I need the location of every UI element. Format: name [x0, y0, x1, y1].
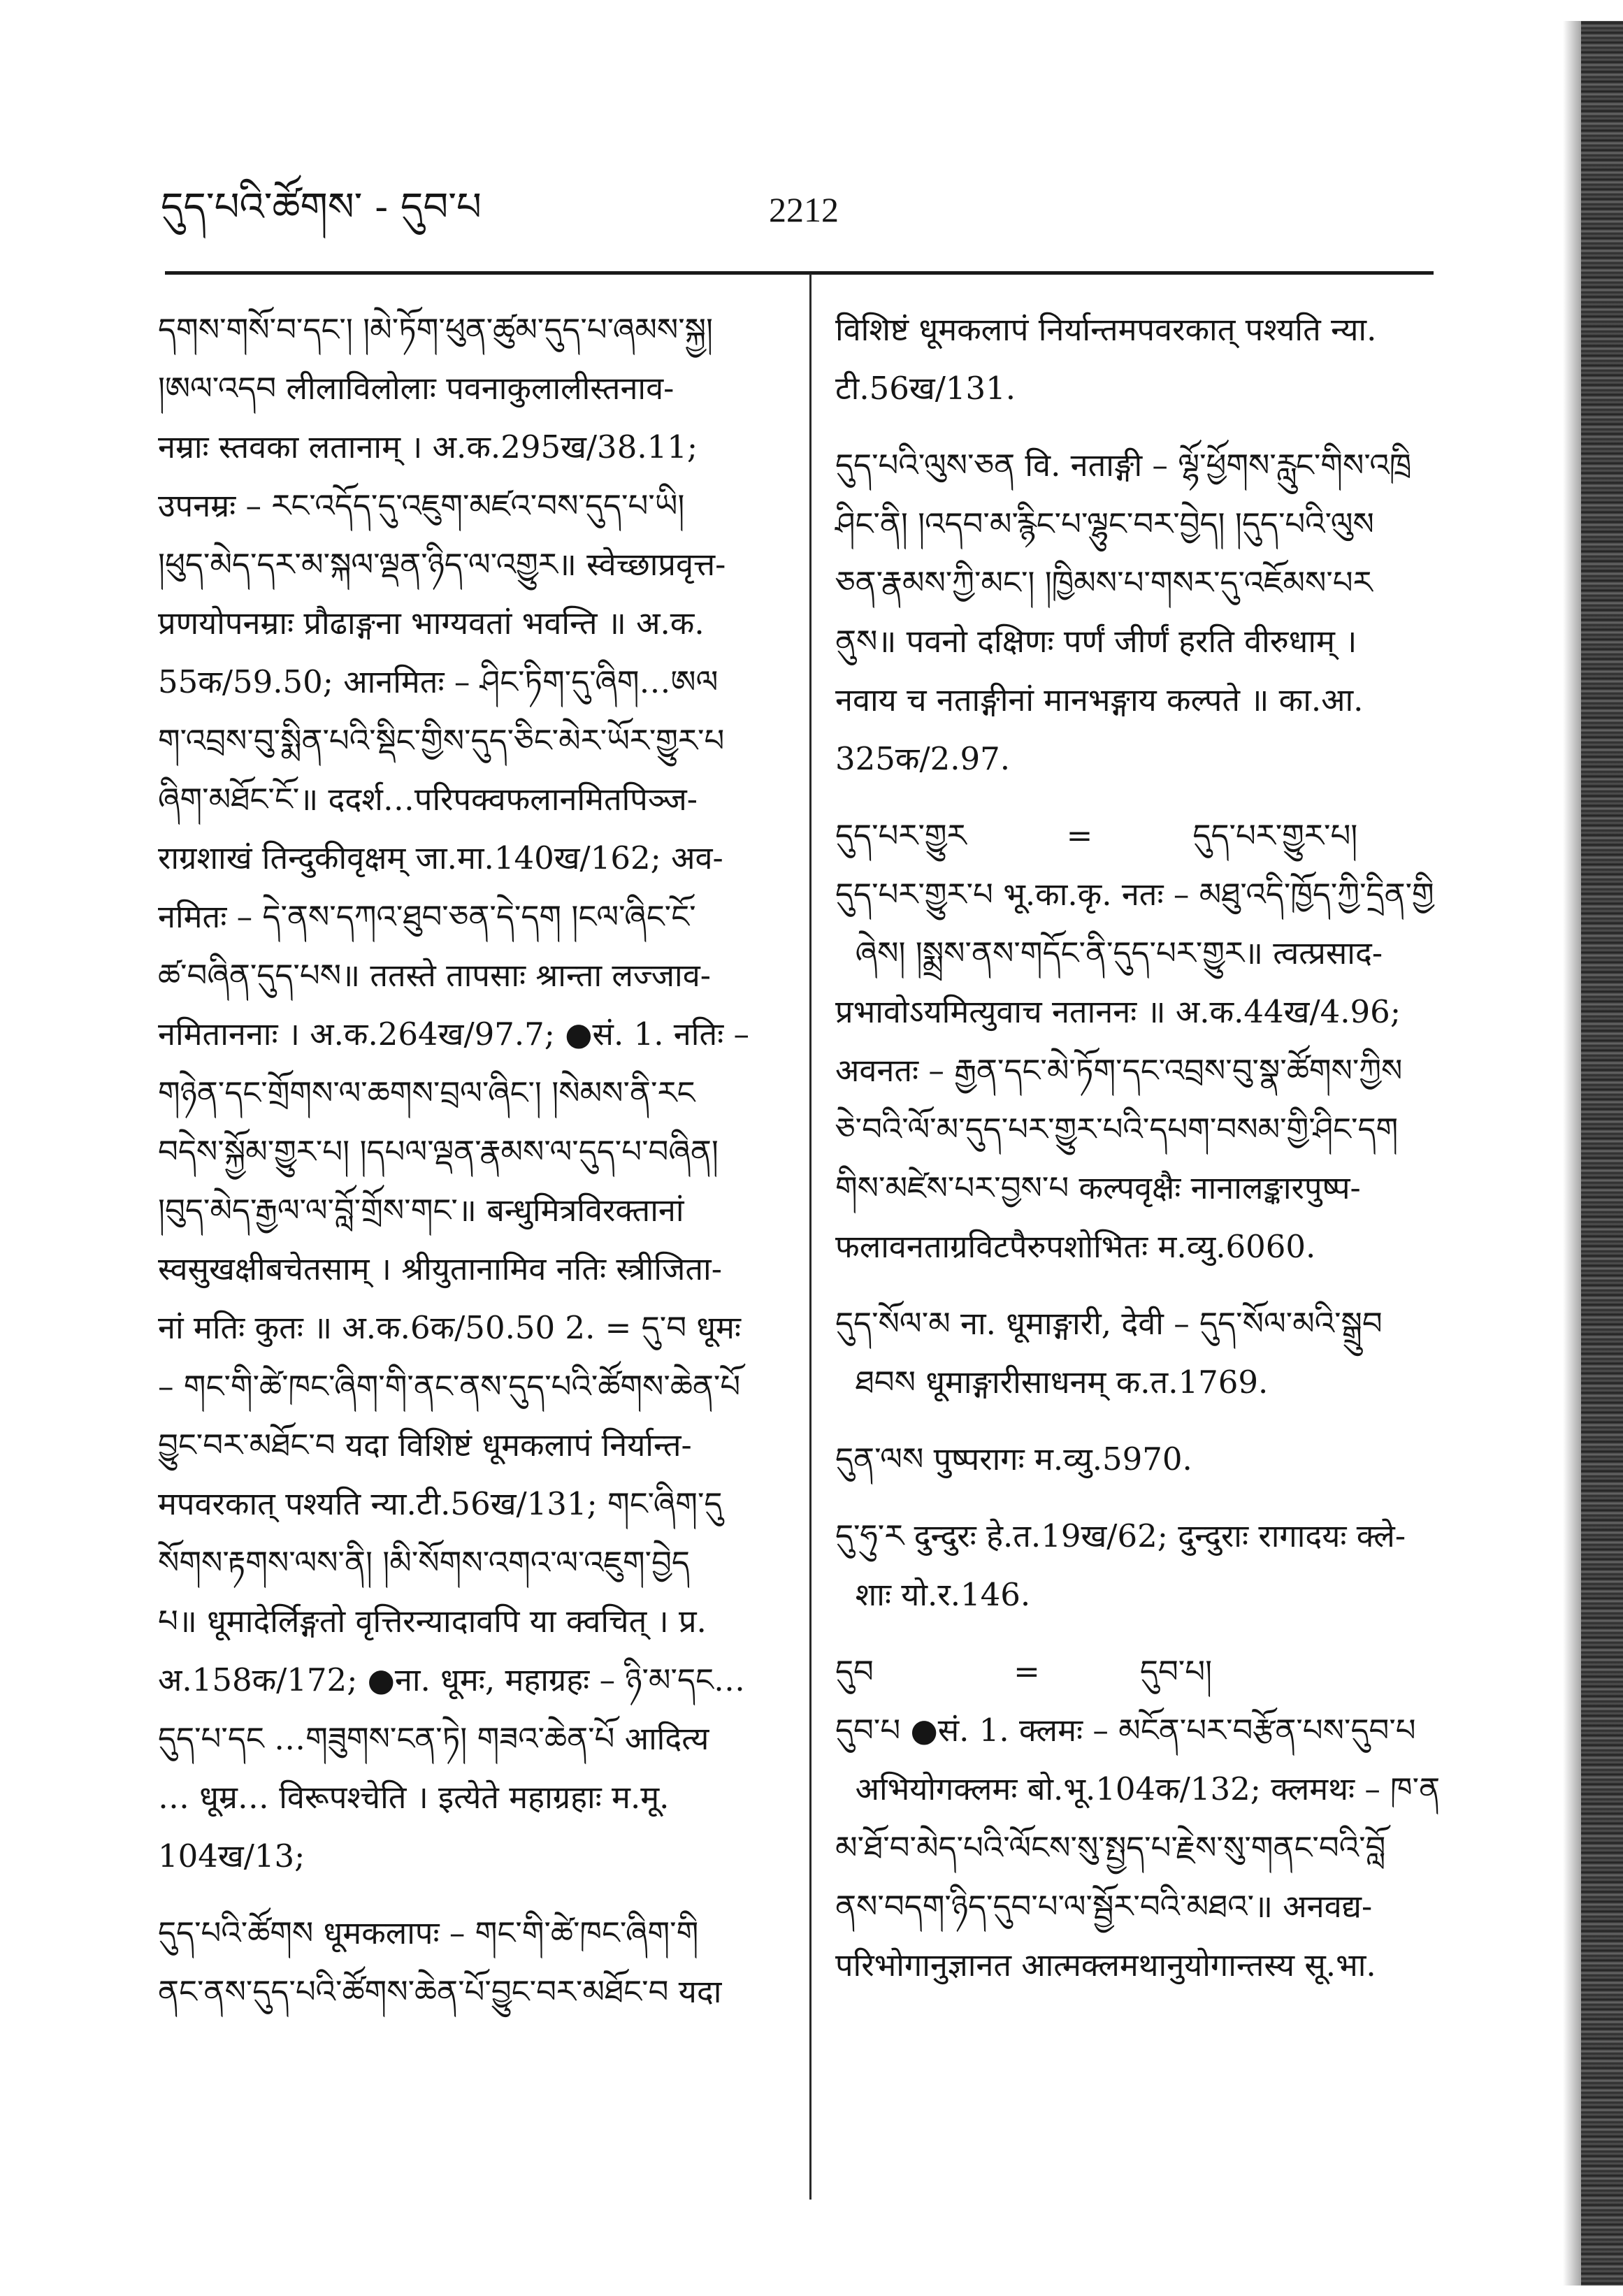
text-line: བདེས་སྐྱོམ་གྱུར་པ། །དཔལ་ལྡན་རྣམས་ལ་དུད་པ་བཞིན། — [158, 1133, 719, 1170]
text-line: 55क/59.50; आनमितः – ཤིང་ཏིག་དུ་ཞིག…ཨལ — [158, 663, 719, 700]
text-line: ཅན་རྣམས་ཀྱི་མང་། །ཁྱིམས་པ་གསར་དུ་འཇོམས་པར — [835, 564, 1373, 601]
text-line: ཤིང་ནི། །འདབ་མ་རྙིང་པ་ལྷུང་བར་བྱེད། །དུད་པའི་ལུས — [835, 505, 1374, 542]
text-line: །ཕུད་མེད་དར་མ་སྐལ་ལྡན་ཉིད་ལ་འགྱུར॥ स्वेच्छाप्रवृत्त- — [158, 546, 726, 583]
text-line: … धूम्र… विरूपश्चेति । इत्येते महाग्रहाः म.मू. — [158, 1779, 670, 1816]
header-rule — [165, 271, 1434, 275]
text-line: དུད་པར་གྱུར = དུད་པར་གྱུར་པ། — [835, 817, 1358, 854]
entry-gap — [835, 418, 1464, 436]
text-line: परिभोगानुज्ञानत आत्मक्लमथानुयोगान्तस्य सू.भा. — [835, 1947, 1376, 1984]
text-line: प्रणयोपनम्राः प्रौढाङ्गना भाग्यवतां भवन्ति ॥ अ.क. — [158, 605, 705, 642]
text-line: ནས་བདག་ཉིད་དུབ་པ་ལ་སྦྱོར་བའི་མཐའ་॥ अनवद्य- — [835, 1888, 1373, 1925]
text-line: नमितः – དེ་ནས་དཀའ་ཐུབ་ཅན་དེ་དག །ངལ་ཞིང་ངོ་ — [158, 898, 696, 935]
text-line: अवनतः – རྒྱན་དང་མེ་ཏོག་དང་འབྲས་བུ་སྣ་ཚོགས་ཀྱིས — [835, 1052, 1403, 1089]
text-line: राग्रशाखं तिन्दुकीवृक्षम् जा.मा.140ख/162; अव- — [158, 839, 723, 876]
running-head: དུད་པའི་ཚོགས་ - དུབ་པ — [161, 185, 482, 230]
text-line: नवाय च नताङ्गीनां मानभङ्गाय कल्पते ॥ का.आ. — [835, 681, 1364, 719]
text-line: प्रभावोऽयमित्युवाच नताननः ॥ अ.क.44ख/4.96; — [835, 993, 1401, 1030]
left-column — [158, 301, 791, 2021]
text-line: །བུད་མེད་རྒྱལ་ལ་བློ་གྲོས་གང་॥ बन्धुमित्रविरक्तानां — [158, 1192, 684, 1229]
text-line: དུད་པར་གྱུར་པ भू.का.कृ. नतः – མཐུ་འདི་ཁྱོད་ཀྱི་དྲིན་གྱི — [835, 876, 1434, 913]
entry-gap — [835, 788, 1464, 807]
text-line: 325क/2.97. — [835, 740, 1011, 777]
text-line: དུད་པའི་ཚོགས धूमकलापः – གང་གི་ཚེ་ཁང་ཞིག་གི — [158, 1914, 699, 1951]
text-line: དུད་པའི་ལུས་ཅན वि. नताङ्गी – ལྷོ་ཕྱོགས་རླུང་གིས་འཁྲི — [835, 447, 1412, 484]
text-line: ཞེས། །སྨྲས་ནས་གདོང་ནི་དུད་པར་གྱུར॥ त्वत्प्रसाद- — [835, 934, 1383, 972]
text-line: विशिष्टं धूमकलापं निर्यान्तमपवरकात् पश्यति न्या. — [835, 311, 1377, 348]
text-line: བྱུང་བར་མཐོང་བ यदा विशिष्टं धूमकलापं निर्यान्त- — [158, 1427, 692, 1464]
text-line: སོགས་རྟགས་ལས་ནི། །མི་སོགས་འགའ་ལ་འཇུག་བྱེད — [158, 1544, 690, 1581]
text-line: དུད་སོལ་མ ना. धूमाङ्गारी, देवी – དུད་སོལ་མའི་སྒྲུབ — [835, 1305, 1383, 1342]
entry-gap — [835, 1412, 1464, 1430]
page-number: 2212 — [769, 190, 839, 229]
column-divider — [809, 274, 811, 2200]
text-line: शाः यो.र.146. — [835, 1576, 1031, 1613]
text-line: ཐབས धूमाङ्गारीसाधनम् क.त.1769. — [835, 1364, 1269, 1401]
binding-shadow — [1563, 21, 1581, 2286]
text-line: नम्राः स्तवका लतानाम् । अ.क.295ख/38.11; — [158, 428, 698, 465]
text-line: अभियोगक्लमः बो.भू.104क/132; क्लमथः – ཁ་ན — [835, 1770, 1441, 1807]
text-line: དགས་གསོ་བ་དང་། །མེ་ཏོག་ཕུན་ཚུམ་དུད་པ་ཞམས་སྐྱ། — [158, 311, 714, 348]
text-line: །ཨལ་འདབ लीलाविलोलाः पवनाकुलालीस्तनाव- — [158, 370, 675, 407]
entry-gap — [835, 1624, 1464, 1642]
entry-gap — [835, 1276, 1464, 1294]
text-line: ཅེ་བའི་ལོ་མ་དུད་པར་གྱུར་པའི་དཔག་བསམ་གྱི་ཤིང་དག — [835, 1111, 1399, 1148]
entry-gap — [158, 1886, 791, 1904]
text-line: 104ख/13; — [158, 1837, 305, 1875]
text-line: གིས་མཛེས་པར་བྱས་པ कल्पवृक्षैः नानालङ्कारपुष्प- — [835, 1169, 1361, 1206]
text-line: टी.56ख/131. — [835, 370, 1016, 407]
text-line: དུབ་པ ●सं. 1. क्लमः – མངོན་པར་བརྩོན་པས་དུབ་པ — [835, 1712, 1416, 1749]
text-line: དུན་ལས पुष्परागः म.व्यु.5970. — [835, 1441, 1192, 1478]
text-line: अ.158क/172; ●ना. धूमः, महाग्रहः – ཉི་མ་དང… — [158, 1661, 745, 1698]
text-line: स्वसुखक्षीबचेतसाम् । श्रीयुतानामिव नतिः स्त्रीजिता- — [158, 1250, 722, 1287]
text-line: नां मतिः कुतः ॥ अ.क.6क/50.50 2. = དུ་བ धूमः — [158, 1309, 742, 1346]
text-line: उपनम्रः – རང་འདོད་དུ་འཇུག་མཛའ་བས་དུད་པ་ཡི། — [158, 487, 685, 524]
text-line: ག་འབྲས་བུ་སྨིན་པའི་སྡིང་གྱིས་དུད་ཅིང་མེར་ཡོར་གྱུར་པ — [158, 722, 725, 759]
text-line: མ་ཐོ་བ་མེད་པའི་ལོངས་སུ་སྤྱད་པ་རྗེས་སུ་གནང་བའི་བློ — [835, 1829, 1386, 1866]
text-line: ཚ་བཞིན་དུད་པས॥ ततस्ते तापसाः श्रान्ता लज्जाव- — [158, 957, 711, 994]
text-line: པ॥ धूमादेर्लिङ्गतो वृत्तिरन्यादावपि या क्वचित् । प्र. — [158, 1603, 707, 1640]
right-column — [835, 301, 1464, 1995]
text-line: – གང་གི་ཚེ་ཁང་ཞིག་གི་ནང་ནས་དུད་པའི་ཚོགས་ཆེན་པོ — [158, 1368, 741, 1405]
text-line: ཞིག་མཐོང་ངོ་॥ ददर्श…परिपक्वफलानमितपिञ्ज- — [158, 781, 698, 818]
text-line: དུ་ཧུ་ར दुन्दुरः हे.त.19ख/62; दुन्दुराः रागादयः क्ले- — [835, 1517, 1406, 1554]
text-line: དུབ = དུབ་པ། — [835, 1653, 1213, 1690]
text-line: དུད་པ་དང …གཟུགས་ངན་ཏེ། གཟའ་ཆེན་པོ आदित्य — [158, 1720, 709, 1757]
binding-edge — [1581, 21, 1623, 2286]
entry-gap — [835, 1489, 1464, 1507]
text-line: ནུས॥ पवनो दक्षिणः पर्णं जीर्णं हरति वीरुधाम् । — [835, 623, 1357, 660]
text-line: मपवरकात् पश्यति न्या.टी.56ख/131; གང་ཞིག་དུ — [158, 1485, 723, 1522]
text-line: नमिताननाः । अ.क.264ख/97.7; ●सं. 1. नतिः – — [158, 1016, 749, 1053]
text-line: फलावनताग्रविटपैरुपशोभितः म.व्यु.6060. — [835, 1228, 1316, 1265]
text-line: གཉེན་དང་གྲོགས་ལ་ཆགས་བྲལ་ཞིང་། །སེམས་ནི་རང — [158, 1074, 695, 1111]
text-line: ནང་ནས་དུད་པའི་ཚོགས་ཆེན་པོ་བྱུང་བར་མཐོང་བ यदा — [158, 1973, 722, 2010]
